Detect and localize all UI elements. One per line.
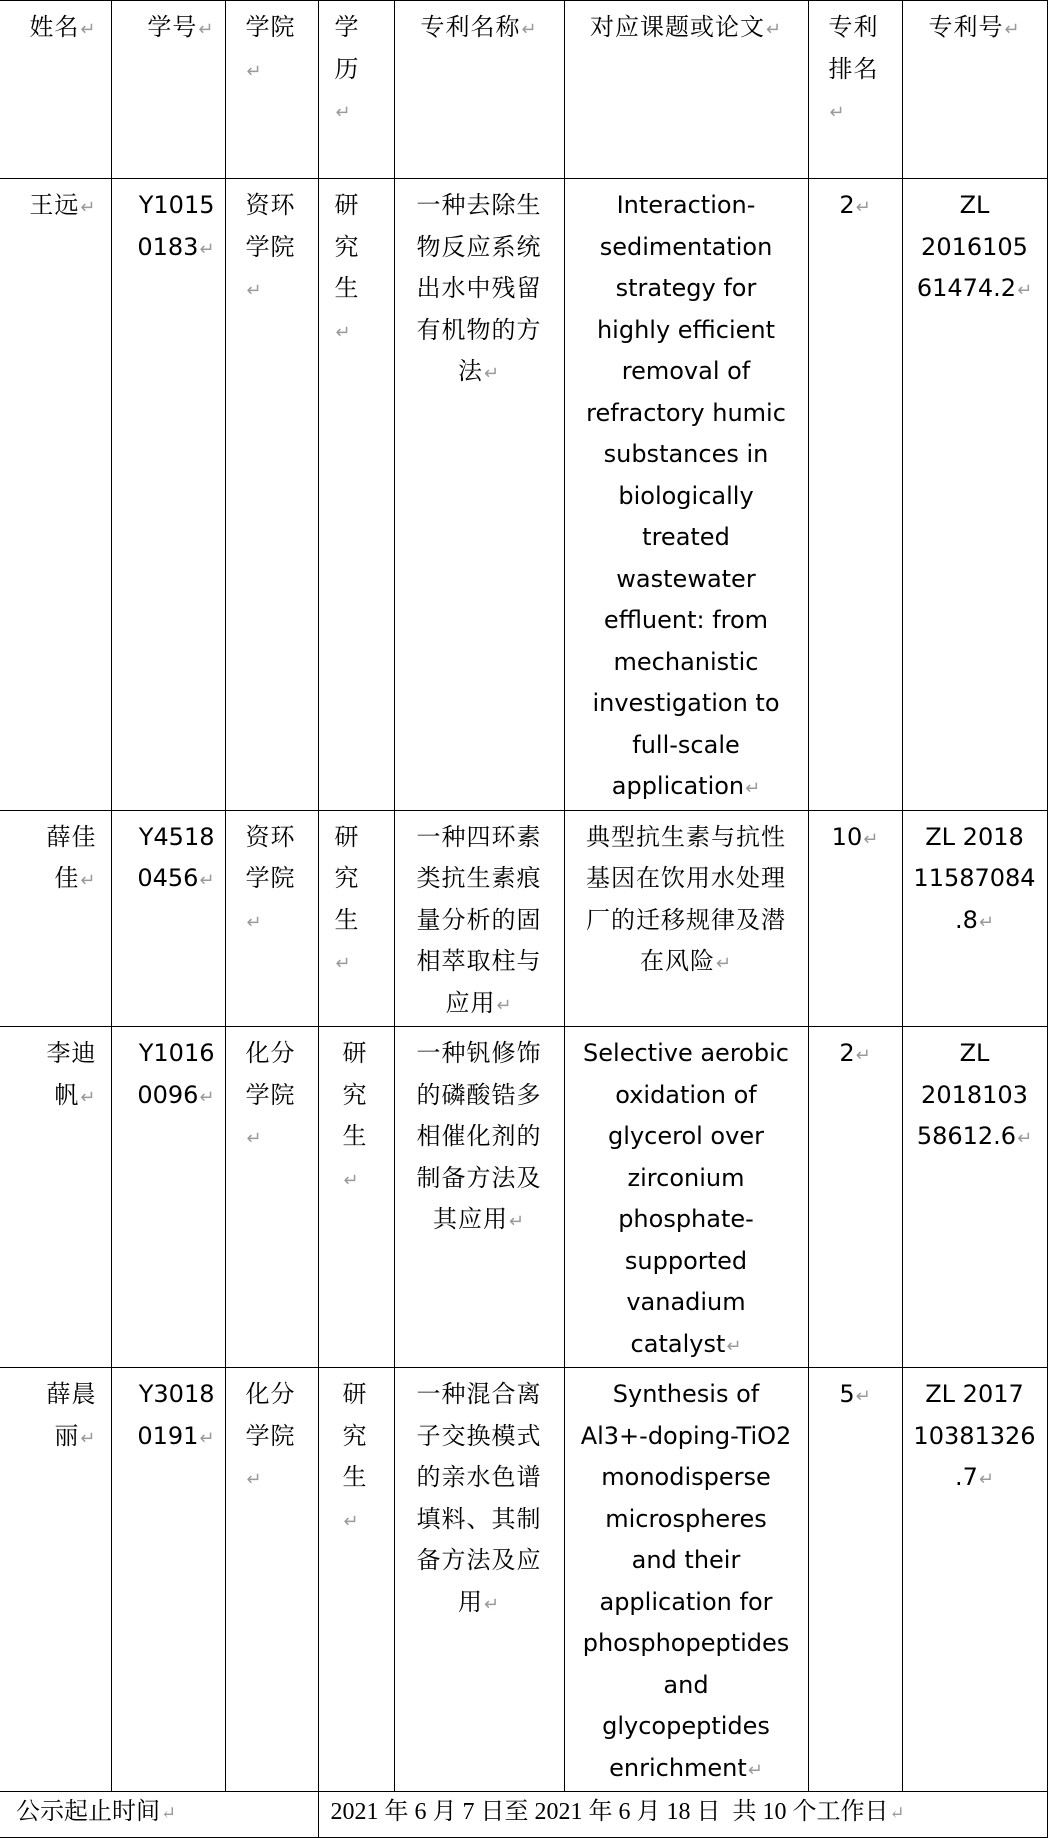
header-related-project: 对应课题或论文↵ [564, 1, 808, 179]
paragraph-mark-icon: ↵ [246, 1469, 263, 1490]
paragraph-mark-icon: ↵ [978, 911, 994, 933]
cell-college: 资环学院↵ [225, 179, 318, 811]
paragraph-mark-icon: ↵ [483, 1593, 501, 1615]
paragraph-mark-icon: ↵ [855, 1386, 871, 1407]
cell-degree: 研究生↵ [318, 1368, 394, 1792]
paragraph-mark-icon: ↵ [199, 238, 215, 260]
cell-related-project: Selective aerobic oxidation of glycerol over zirconium phosphate-supported vanadium catalyst↵ [564, 1027, 808, 1368]
paragraph-mark-icon: ↵ [335, 102, 352, 123]
header-name: 姓名↵ [0, 1, 111, 179]
cell-name: 薛晨丽↵ [0, 1368, 111, 1792]
publicity-period-label: 公示起止时间↵ [0, 1792, 318, 1838]
paragraph-mark-icon: ↵ [246, 1128, 263, 1149]
paragraph-mark-icon: ↵ [521, 19, 538, 40]
publicity-period-row [0, 1792, 1047, 1838]
paragraph-mark-icon: ↵ [80, 1086, 97, 1108]
paragraph-mark-icon: ↵ [715, 953, 733, 974]
cell-patent-rank: 5↵ [808, 1368, 902, 1792]
paragraph-mark-icon: ↵ [745, 778, 761, 799]
paragraph-mark-icon: ↵ [1017, 1128, 1033, 1149]
paragraph-mark-icon: ↵ [246, 911, 263, 933]
paragraph-mark-icon: ↵ [198, 19, 215, 40]
cell-patent-name: 一种钒修饰的磷酸锆多相催化剂的制备方法及其应用↵ [394, 1027, 564, 1368]
cell-name: 王远↵ [0, 179, 111, 811]
cell-college: 资环学院↵ [225, 810, 318, 1027]
paragraph-mark-icon: ↵ [335, 953, 352, 974]
cell-college: 化分学院↵ [225, 1027, 318, 1368]
paragraph-mark-icon: ↵ [747, 1759, 763, 1781]
paragraph-mark-icon: ↵ [889, 1803, 905, 1823]
paragraph-mark-icon: ↵ [1004, 19, 1021, 40]
cell-student-id: Y10160096↵ [111, 1027, 225, 1368]
paragraph-mark-icon: ↵ [855, 1045, 871, 1066]
paragraph-mark-icon: ↵ [335, 321, 352, 343]
cell-related-project: Synthesis of Al3+-doping-TiO2 monodisperse microspheres and their application for phosphopeptides and glycopeptides enrichment↵ [564, 1368, 808, 1792]
paragraph-mark-icon: ↵ [161, 1803, 177, 1823]
paragraph-mark-icon: ↵ [863, 828, 879, 850]
header-college: 学院↵ [225, 1, 318, 179]
cell-related-project: 典型抗生素与抗性基因在饮用水处理厂的迁移规律及潜在风险↵ [564, 810, 808, 1027]
cell-name: 李迪帆↵ [0, 1027, 111, 1368]
paragraph-mark-icon: ↵ [508, 1211, 526, 1232]
cell-patent-name: 一种混合离子交换模式的亲水色谱填料、其制备方法及应用↵ [394, 1368, 564, 1792]
cell-patent-name: 一种四环素类抗生素痕量分析的固相萃取柱与应用↵ [394, 810, 564, 1027]
header-degree: 学历↵ [318, 1, 394, 179]
paragraph-mark-icon: ↵ [343, 1169, 360, 1191]
paragraph-mark-icon: ↵ [1017, 280, 1033, 301]
cell-patent-no: ZL 2018 11587084.8↵ [902, 810, 1047, 1027]
header-row [0, 1, 1047, 179]
cell-patent-name: 一种去除生物反应系统出水中残留有机物的方法↵ [394, 179, 564, 811]
cell-patent-no: ZL 2017 10381326.7↵ [902, 1368, 1047, 1792]
cell-patent-rank: 10↵ [808, 810, 902, 1027]
cell-college: 化分学院↵ [225, 1368, 318, 1792]
cell-name: 薛佳佳↵ [0, 810, 111, 1027]
paragraph-mark-icon: ↵ [829, 102, 846, 123]
header-patent-name: 专利名称↵ [394, 1, 564, 179]
table-row [0, 179, 1047, 811]
paragraph-mark-icon: ↵ [343, 1510, 360, 1532]
paragraph-mark-icon: ↵ [978, 1469, 994, 1490]
cell-patent-no: ZL 201610561474.2↵ [902, 179, 1047, 811]
paragraph-mark-icon: ↵ [199, 1086, 215, 1108]
paragraph-mark-icon: ↵ [855, 197, 871, 218]
paragraph-mark-icon: ↵ [80, 1427, 97, 1449]
table-row [0, 1368, 1047, 1792]
cell-degree: 研究生↵ [318, 810, 394, 1027]
cell-related-project: Interaction-sedimentation strategy for highly efficient removal of refractory humic substances in biologically treated wastewater effluent: from mechanistic investigation to full-scale application↵ [564, 179, 808, 811]
paragraph-mark-icon: ↵ [496, 994, 513, 1016]
paragraph-mark-icon: ↵ [246, 60, 263, 82]
cell-student-id: Y45180456↵ [111, 810, 225, 1027]
publicity-period-value: 2021 年 6 月 7 日至 2021 年 6 月 18 日 共 10 个工作日↵ [318, 1792, 1047, 1838]
paragraph-mark-icon: ↵ [199, 1427, 215, 1449]
header-patent-no: 专利号↵ [902, 1, 1047, 179]
paragraph-mark-icon: ↵ [80, 197, 97, 218]
paragraph-mark-icon: ↵ [80, 19, 97, 40]
cell-patent-rank: 2↵ [808, 1027, 902, 1368]
cell-degree: 研究生↵ [318, 179, 394, 811]
paragraph-mark-icon: ↵ [246, 280, 263, 301]
paragraph-mark-icon: ↵ [483, 363, 501, 384]
cell-patent-rank: 2↵ [808, 179, 902, 811]
paragraph-mark-icon: ↵ [726, 1335, 742, 1357]
cell-patent-no: ZL 201810358612.6↵ [902, 1027, 1047, 1368]
table-row [0, 1027, 1047, 1368]
table-row [0, 810, 1047, 1027]
header-patent-rank: 专利排名↵ [808, 1, 902, 179]
paragraph-mark-icon: ↵ [199, 870, 215, 891]
paragraph-mark-icon: ↵ [765, 19, 783, 40]
paragraph-mark-icon: ↵ [80, 870, 97, 891]
cell-degree: 研究生↵ [318, 1027, 394, 1368]
header-student-id: 学号↵ [111, 1, 225, 179]
cell-student-id: Y10150183↵ [111, 179, 225, 811]
cell-student-id: Y30180191↵ [111, 1368, 225, 1792]
